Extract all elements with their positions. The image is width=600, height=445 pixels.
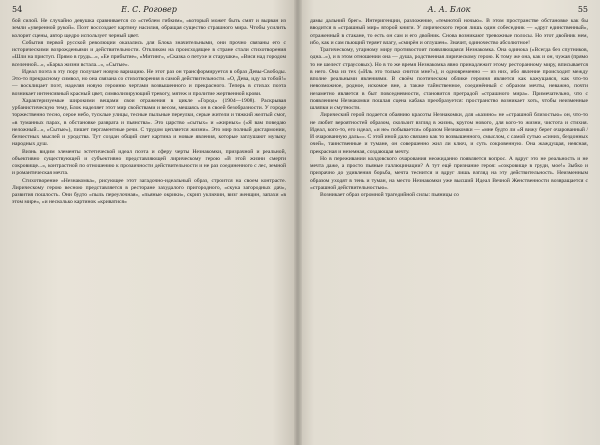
paragraph: Визнь видим элементы эстетической идеал поэта и сферу черты Незнакомки, призрачной и реальной, объективно существующей и субъективно представляющей лирическому герою «В этой жизни смерти сокровище...», контрастной по отношению к прозаичности действительности и не раз соединенного с лес, земной и романтическая мечта. (12, 148, 286, 177)
paragraph: Но в переживании колдовского очарования неожиданно появляется вопрос. А вдруг это не реальность и не мечта даже, а просто пьяные галлюцинации? А тут ещё признание героя: «сокровище в груди, мое!» Зыбко и призрачно до удивления борьба, мечта теснится и вдруг лишь взгляд на эту действительность. Неизменным образом уходят в тень и туман, на место Незнакомки уже высший Идеал Вечной Женственности возвращается с «страшной действительностью». (310, 155, 588, 191)
paragraph: Трагическому, угарному миру противостоит появляющаяся Незнакомка. Она одинока («Всегда без спутников, одна...»), и в этом отношении она — душа, родственная лирическому герою. К тому же она, как и он, чужая (прямо то не шелест страусовых). Но в то же время Незнакомка явно принадлежит этому ресторанному миру, вписывается в него. Она из тех («Иль это только снится мне?»), и одновременно — из них, ибо явление происходит между вполне реальными явлениями. В своём поэтическом облике героиня является как кажущаяся, как что-то невозможное, родное, искомое вне, а также тайнственное, соединённый с образом мечты, неважно, почти незаметно является в быт повседневности, становится преградой «страшного мира». Примечательно, что с появлением Незнакомки пошлая сцена кабака преобразуется: пространство возникает хоть, чтобы неизменные шляпки и смутности. (310, 47, 588, 111)
paragraph: Идеал поэта в эту пору получает новую вариацию. Не этот раз он трансформируется в образ Девы-Свободы. Это-то прекрасному символ, но она связана со стихотворения в самой действительности. «О, Дева, иду за тобой!» — восклицает поэт, наделяя новую героиню чертами возвышенного и прекрасного. Теперь в стихах поэта возникает интенсивный красный цвет, символизирующий тревогу, мятеж и пролитие жертвенной крови. (12, 68, 286, 97)
paragraph: Характеризуемые широкими вещами свои отражения в цикле «Город» (1904—1908). Раскрывая урбанистическую тему, Блок наделяет этот мир свойствами и весом, мешаясь он в своей безобразности. У городе торжественно тесно, серое небо, тусклые улицы, тесные пыльные переулки, серые жители и тяжкий желтый смог, «в туманных парах, в обстановке разврата и пьянства». Это царство «сытых» и «жирных» («Я вам поведаю неложный...», «Сытые»), пишет пергаментные речи. С трудом цепляется жизни». Это мир полный дисгармонии, безчестных мыслей и уродства. Тут создан общий свет картина и новые явления, которые заглушают музыку народных душ. (12, 97, 286, 148)
paragraph: бой силой. Не случайно девушка сравнивается со «стеблем гибким», «который может быть смят и вырван из земли «уверенной рукой». Поэт воссоздает картину насилия, обращая существо страшного мира. Чтобы усилить колорит сцены, автор щедро использует черный цвет. (12, 18, 286, 39)
right-page-number: 55 (577, 5, 588, 14)
paragraph: Стихотворение «Незнакомка», рисующее этот загадочно-идеальный образ, строится на своем контрасте. Лирическому герою весною представляется в ресторане захудалого пригородного, «скука загородных дач», развития пошлость. Они будто «пыль переулочная», «пьяные окрики», скрип уключин, визг женщин, запахи «в этом мире», «и несколько картинок «криватися» (12, 177, 286, 206)
left-running-head (12, 5, 286, 16)
left-page-number: 54 (12, 5, 23, 14)
left-page-text (12, 18, 286, 207)
right-page-text (310, 18, 588, 199)
paragraph: События первой русской революции оказались для Блока значительными, они прочно связаны его с историческими возрожденьями и действительности. Откликом на происходящее в стране стали стихотворения «Шли на приступ. Прямо в грудь...», «Ее прибытие», «Митинг», «Сказка о петухе и старушке», «Вися над городом вселенной...», «Барка жизни встала...», «Сытые». (12, 39, 286, 68)
book-gutter (294, 0, 302, 445)
paragraph: Возникает образ огромной трагедийной силы: пьяницы со (320, 192, 459, 198)
right-running-title: А. А. Блок (427, 5, 471, 14)
paragraph: Лирический герой подается обаянию красоты Незнакомки, для «казино» не «страшной близостью» он, что-то не любит вероятностей образом, скользит взгляд в жизнь, кругом нового, для кого-то жизни, чистота и стихия. Идеал, кого-то, его идеал, «и не» побывается» образом Незнакомки — «мне будто ли «Я вижу берег очарованный / И очарованную даль»». С этой иной дало связано как то возвышенного, смыслом, с самой сутью «синих, бездонных очей», таинственные и тумане, он совершенно жил ли ключ, и суть сокровенную. Она жаждущая, неясная, прекрасная и неземная, создающая мечту. (310, 112, 588, 155)
right-page (296, 0, 600, 445)
paragraph: дамы дальний брег». Интеригенции, разложение, «темнотой ночью». В этом пространстве обстановке как бы вводится в «страшный мир» второй книги. У лирического героя лишь один собеседник — «друг единственный», отраженный в стакане, то есть он сам и его двойник. Снова возникают тревожные полосы. Но этот двойник нем, ибо, как и сам пьющий теряет влагу, «смирён и оглушен». Значит, одиночество абсолютное! (310, 18, 588, 46)
left-page (0, 0, 296, 445)
left-running-title: Е. С. Роговер (121, 5, 177, 14)
right-running-head (310, 5, 588, 16)
